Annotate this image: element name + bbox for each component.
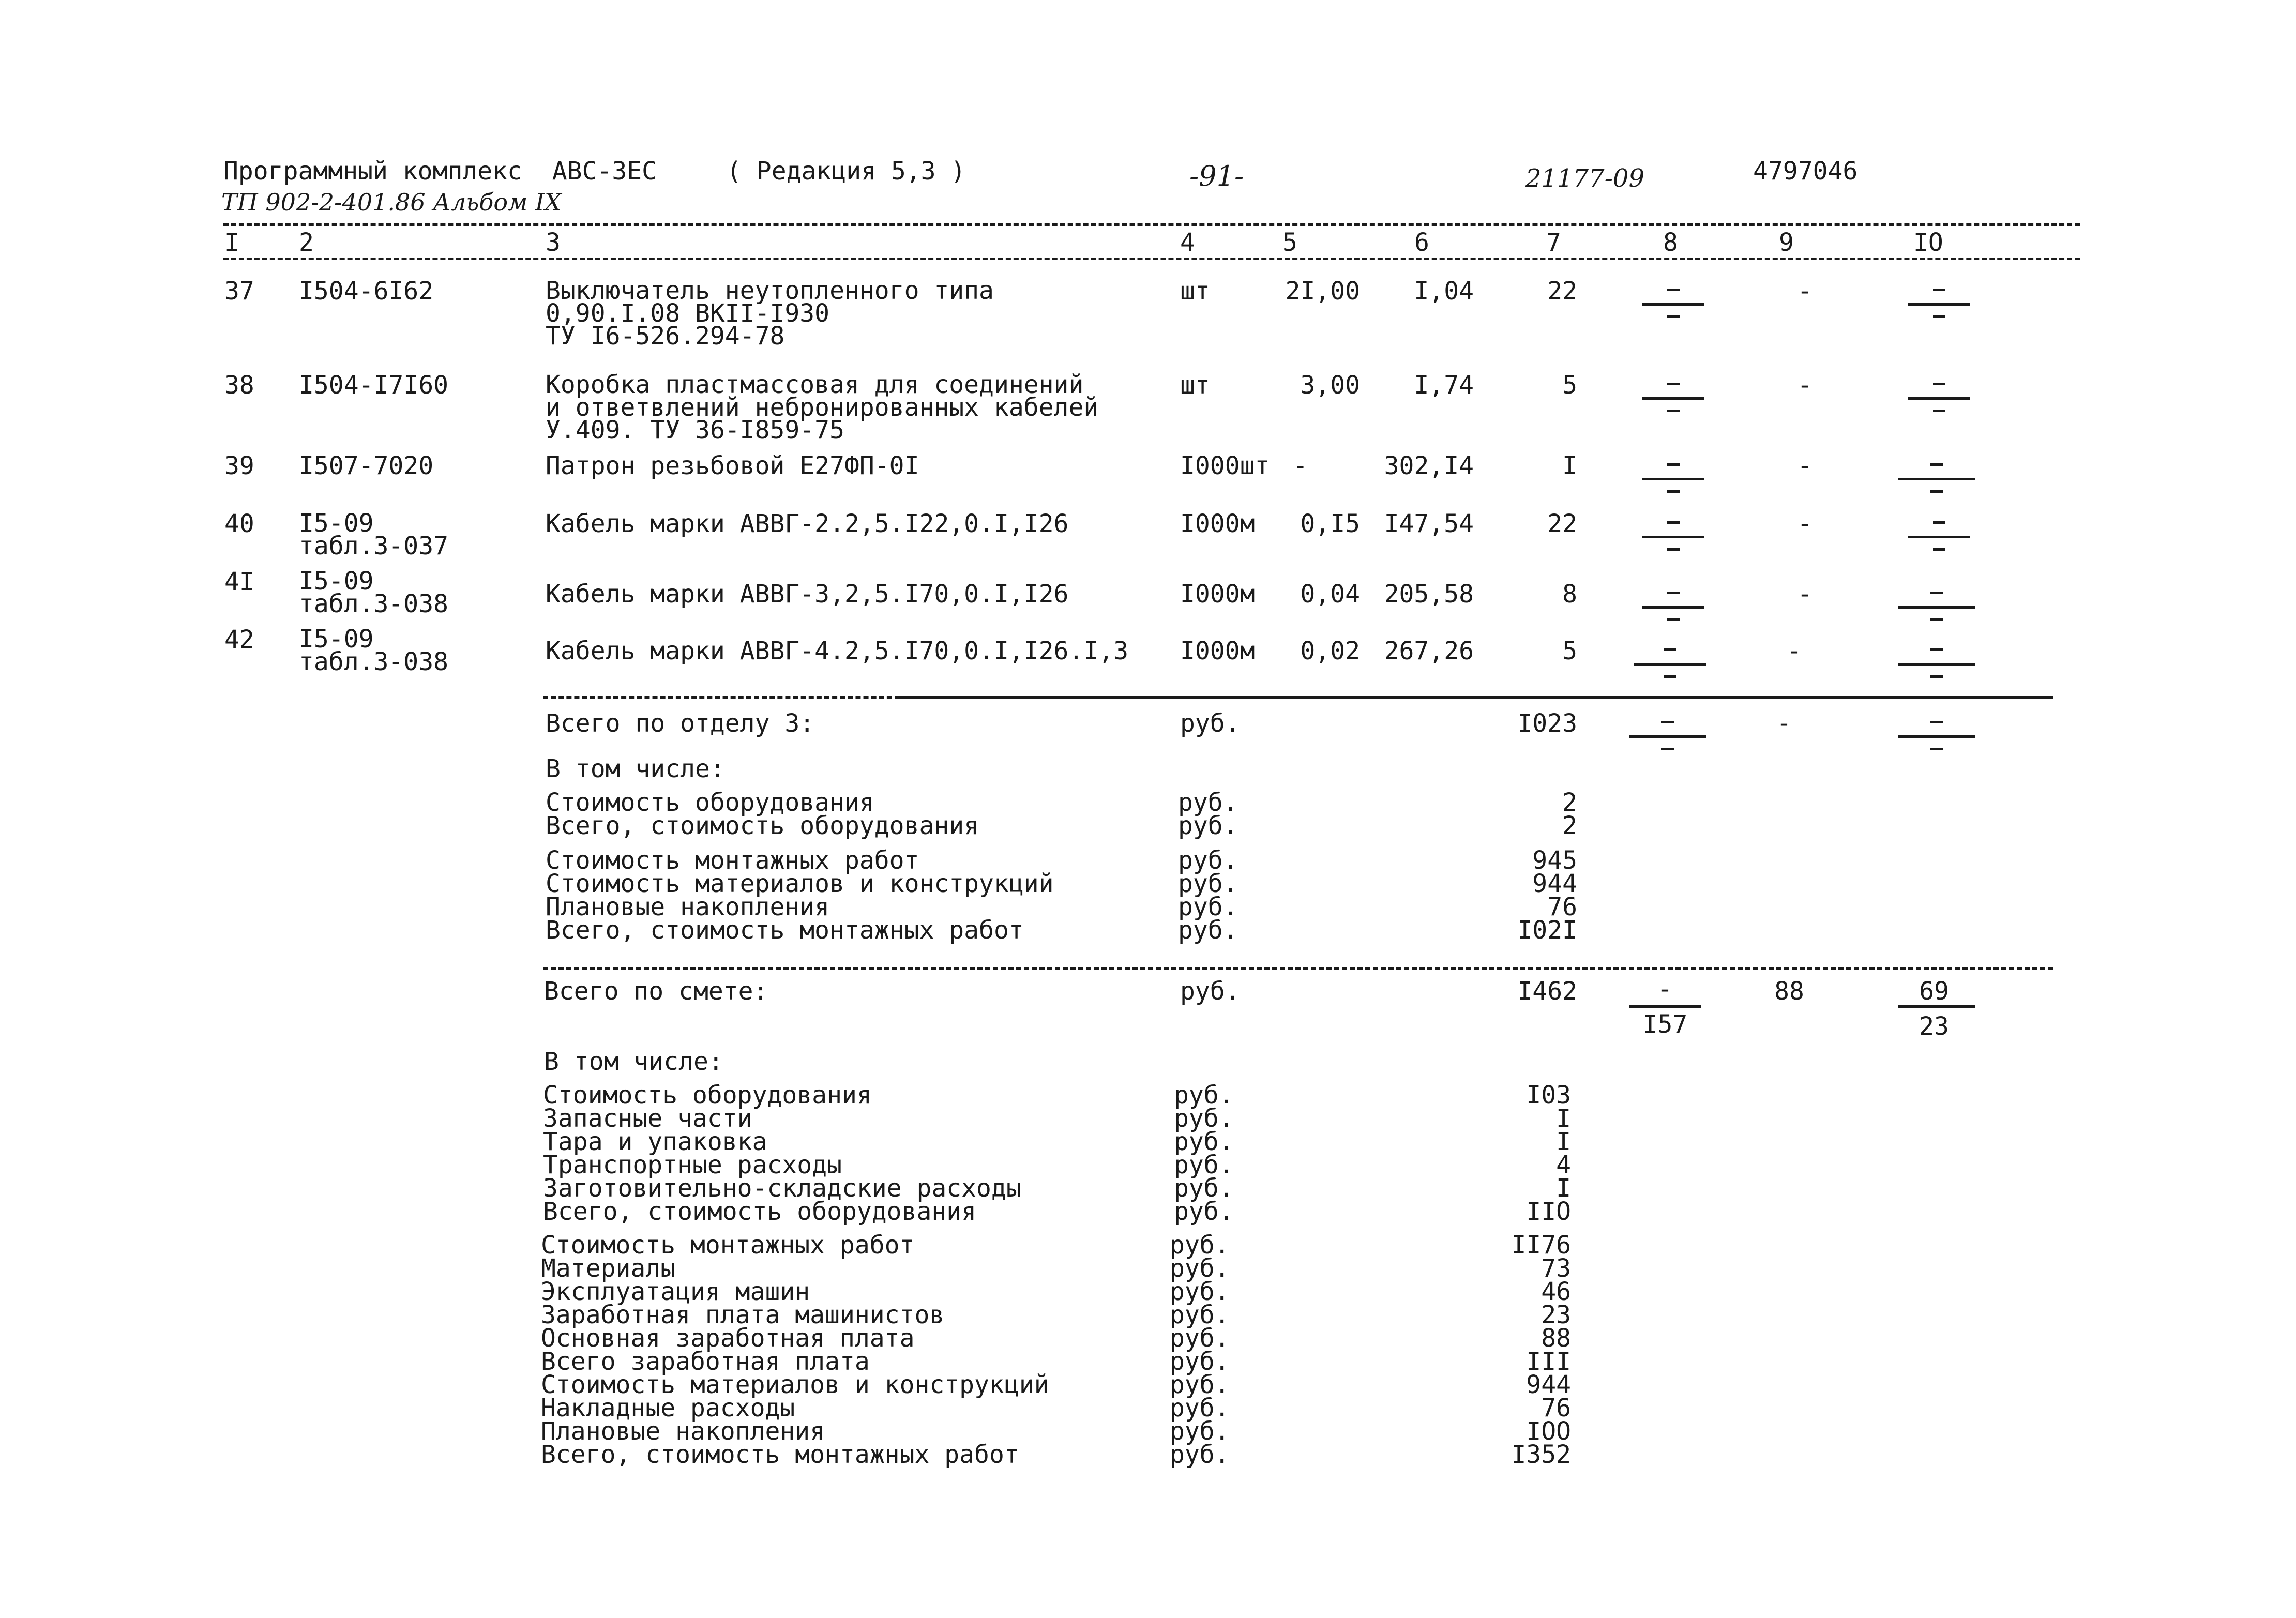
- estimate-total-value: I462: [1517, 977, 1577, 1006]
- section-equipment-units: руб. руб.: [1178, 788, 1238, 840]
- estimate-col10-top: 69: [1919, 977, 1949, 1006]
- col-header-10: IO: [1913, 228, 1943, 257]
- estimate-equipment-labels: Стоимость оборудования Запасные части Тара и упаковка Транспортные расходы Заготовительно-складские расходы Всего, стоимость оборудования: [543, 1081, 1021, 1226]
- row-unit: I000м: [1180, 637, 1255, 666]
- col-header-5: 5: [1282, 228, 1297, 257]
- row-code: I5-09 табл.3-038: [299, 567, 448, 618]
- album-reference: ТП 902-2-401.86 Альбом IX: [221, 188, 562, 216]
- col-header-6: 6: [1414, 228, 1429, 257]
- estimate-equipment-values: I03 I I 4 I IIO: [1526, 1081, 1571, 1226]
- row-unit: I000м: [1180, 580, 1255, 609]
- row-code: I507-7020: [299, 451, 434, 480]
- row-col9: -: [1797, 371, 1812, 400]
- estimate-col10-bottom: 23: [1919, 1012, 1949, 1041]
- row-number: 39: [224, 451, 254, 480]
- row-price: 267,26: [1384, 637, 1474, 666]
- row-description: Кабель марки АВВГ-4.2,5.I70,0.I,I26.I,3: [546, 637, 1129, 666]
- section-total-col9: -: [1776, 709, 1792, 738]
- row-price: 302,I4: [1384, 451, 1474, 480]
- row-price: I,04: [1414, 277, 1474, 306]
- row-total: 8: [1562, 580, 1577, 609]
- program-name: Программный комплекс АВС-3ЕС: [223, 157, 657, 186]
- row-code: I5-09 табл.3-038: [299, 625, 448, 676]
- row-total: 22: [1547, 277, 1577, 306]
- row-col9: -: [1797, 509, 1812, 538]
- section-total-unit: руб.: [1180, 709, 1240, 738]
- row-quantity: -: [1293, 451, 1308, 480]
- edition-label: ( Редакция 5,3 ): [727, 157, 966, 186]
- row-total: 5: [1562, 371, 1577, 400]
- row-description: Выключатель неутопленного типа 0,90.I.08 BKII-I930 ТУ I6-526.294-78: [546, 276, 994, 351]
- estimate-installation-units: руб. руб. руб. руб. руб. руб. руб. руб. руб. руб.: [1170, 1231, 1230, 1469]
- section-equipment-values: 2 2: [1562, 788, 1577, 840]
- fraction-line: [1898, 1005, 1975, 1008]
- fraction-line: [1629, 1005, 1701, 1008]
- col-header-9: 9: [1779, 228, 1794, 257]
- row-quantity: 0,04: [1300, 580, 1360, 609]
- row-quantity: 0,02: [1300, 637, 1360, 666]
- estimate-col8-bottom: I57: [1642, 1010, 1688, 1039]
- estimate-installation-labels: Стоимость монтажных работ Материалы Эксплуатация машин Заработная плата машинистов Основная заработная плата Всего заработная плата Стоимость материалов и конструкций Накладные расходы Плановые накопления Всего, стоимость монтажных работ: [541, 1231, 1049, 1469]
- row-number: 37: [224, 277, 254, 306]
- estimate-col9: 88: [1774, 977, 1804, 1006]
- row-col9: -: [1797, 451, 1812, 480]
- section-equipment-labels: Стоимость оборудования Всего, стоимость оборудования: [546, 788, 979, 840]
- section-installation-units: руб. руб. руб. руб.: [1178, 846, 1238, 945]
- row-number: 40: [224, 509, 254, 538]
- page-number: -91-: [1189, 160, 1244, 192]
- row-description: Кабель марки АВВГ-2.2,5.I22,0.I,I26: [546, 509, 1069, 538]
- estimate-total-unit: руб.: [1180, 977, 1240, 1006]
- section-installation-labels: Стоимость монтажных работ Стоимость материалов и конструкций Плановые накопления Всего, стоимость монтажных работ: [546, 846, 1054, 945]
- col-header-7: 7: [1546, 228, 1561, 257]
- section-total-value: I023: [1517, 709, 1577, 738]
- section-divider: [900, 696, 2053, 699]
- row-quantity: 0,I5: [1300, 509, 1360, 538]
- row-col9: -: [1797, 277, 1812, 306]
- row-number: 4I: [224, 567, 254, 596]
- row-price: I47,54: [1384, 509, 1474, 538]
- section-including-label: В том числе:: [546, 754, 725, 783]
- row-number: 38: [224, 371, 254, 400]
- row-col9: -: [1787, 637, 1802, 666]
- col-header-2: 2: [299, 228, 314, 257]
- section-total-label: Всего по отделу 3:: [546, 709, 815, 738]
- row-code: I5-09 табл.3-037: [299, 509, 448, 561]
- row-quantity: 2I,00: [1285, 277, 1360, 306]
- col-header-8: 8: [1663, 228, 1678, 257]
- row-unit: шт: [1180, 277, 1210, 306]
- row-col9: -: [1797, 580, 1812, 609]
- row-description: Патрон резьбовой Е27ФП-0I: [546, 451, 919, 480]
- row-unit: шт: [1180, 371, 1210, 400]
- section-installation-values: 945 944 76 I02I: [1517, 846, 1577, 945]
- header-divider: [223, 223, 2080, 226]
- estimate-including-label: В том числе:: [544, 1047, 723, 1076]
- section-divider: [543, 696, 900, 699]
- col-header-3: 3: [546, 228, 561, 257]
- row-unit: I000м: [1180, 509, 1255, 538]
- row-price: 205,58: [1384, 580, 1474, 609]
- col-header-4: 4: [1180, 228, 1195, 257]
- col-header-1: I: [224, 228, 239, 257]
- row-total: 5: [1562, 637, 1577, 666]
- estimate-equipment-units: руб. руб. руб. руб. руб. руб.: [1174, 1081, 1234, 1226]
- row-code: I504-6I62: [299, 277, 434, 306]
- estimate-col8-top: -: [1657, 975, 1673, 1004]
- row-unit: I000шт: [1180, 451, 1270, 480]
- row-total: I: [1562, 451, 1577, 480]
- document-code: 21177-09: [1525, 164, 1644, 193]
- row-price: I,74: [1414, 371, 1474, 400]
- estimate-divider: [543, 967, 2053, 970]
- column-divider: [223, 258, 2080, 260]
- row-description: Кабель марки АВВГ-3,2,5.I70,0.I,I26: [546, 580, 1069, 609]
- row-quantity: 3,00: [1300, 371, 1360, 400]
- estimate-total-label: Всего по смете:: [544, 977, 768, 1006]
- document-number: 4797046: [1753, 157, 1858, 186]
- row-description: Коробка пластмассовая для соединений и ответвлений небронированных кабелей У.409. ТУ 36-I859-75: [546, 370, 1099, 445]
- estimate-installation-values: II76 73 46 23 88 III 944 76 IOO I352: [1511, 1231, 1571, 1469]
- row-number: 42: [224, 625, 254, 654]
- row-total: 22: [1547, 509, 1577, 538]
- row-code: I504-I7I60: [299, 371, 448, 400]
